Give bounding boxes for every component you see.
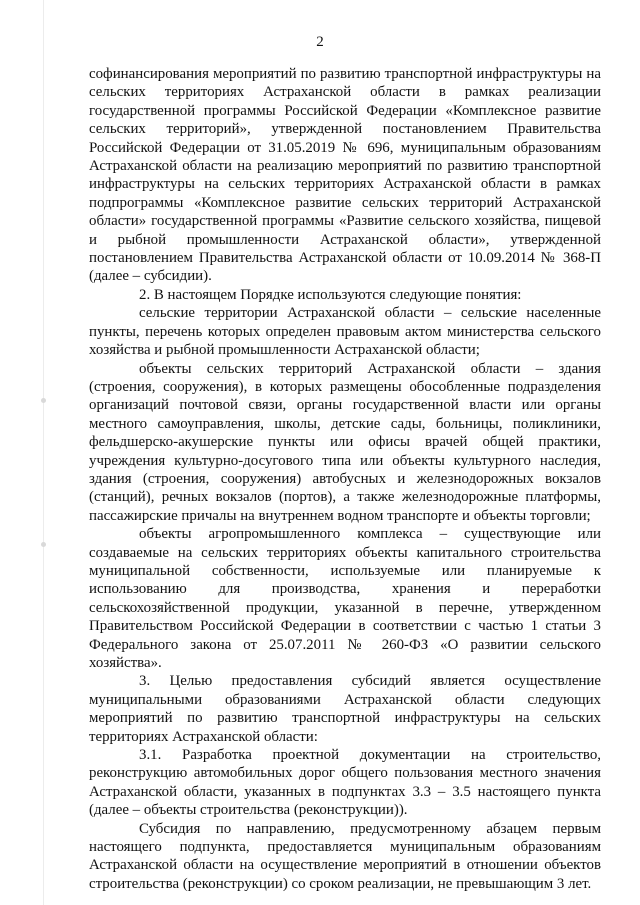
paragraph: софинансирования мероприятий по развитию транспортной инфраструктуры на сельских территориях Астраханской области в рамках реализации государственной программы Российской Федерации «Комплексное развитие сельских территорий», утвержденной постановлением Правительства Российской Федерации от 31.05.2019 № 696, муниципальным образованиям Астраханской области на реализацию мероприятий по развитию транспортной инфраструктуры на сельских территориях Астраханской области в рамках подпрограммы «Комплексное развитие сельских территорий Астраханской области» государственной программы «Развитие сельского хозяйства, пищевой и рыбной промышленности Астраханской области», утвержденной постановлением Правительства Астраханской области от 10.09.2014 № 368-П (далее – субсидии). — [89, 66, 601, 285]
scan-hole-mark — [41, 542, 46, 547]
scan-hole-mark — [41, 398, 46, 403]
paragraph: 2. В настоящем Порядке используются следующие понятия: — [139, 286, 522, 303]
paragraph: 3.1. Разработка проектной документации на строительство, реконструкцию автомобильных дорог общего пользования местного значения Астраханской области, указанных в подпунктах 3.3 – 3.5 настоящего пункта (далее – объекты строительства (реконструкции)). — [89, 747, 601, 819]
paragraph: сельские территории Астраханской области – сельские населенные пункты, перечень которых определен правовым актом министерства сельского хозяйства и рыбной промышленности Астраханской области; — [89, 305, 601, 359]
document-body — [89, 65, 601, 893]
scan-edge-line — [43, 0, 44, 905]
paragraph: 3. Целью предоставления субсидий является осуществление муниципальными образованиями Астраханской области следующих мероприятий по развитию транспортной инфраструктуры на сельских территориях Астраханской области: — [89, 673, 601, 745]
paragraph: объекты агропромышленного комплекса – существующие или создаваемые на сельских территориях объекты капитального строительства муниципальной собственности, используемые или планируемые к использованию для производства, хранения и переработки сельскохозяйственной продукции, указанной в перечне, утвержденном Правительством Российской Федерации в соответствии с частью 1 статьи 3 Федерального закона от 25.07.2011 № 260-ФЗ «О развитии сельского хозяйства». — [89, 526, 601, 671]
page-number: 2 — [316, 34, 324, 50]
paragraph: Субсидия по направлению, предусмотренному абзацем первым настоящего подпункта, предоставляется муниципальным образованиям Астраханской области на осуществление мероприятий в отношении объектов строительства (реконструкции) со сроком реализации, не превышающим 3 лет. — [89, 820, 601, 892]
paragraph: объекты сельских территорий Астраханской области – здания (строения, сооружения), в которых размещены обособленные подразделения организаций почтовой связи, органы государственной власти или органы местного самоуправления, школы, детские сады, больницы, поликлиники, фельдшерско-акушерские пункты или офисы врачей общей практики, учреждения культурно-досугового типа или объекты культурного наследия, здания (строения, сооружения) автобусных и железнодорожных вокзалов (станций), речных вокзалов (портов), а также железнодорожные платформы, пассажирские причалы на внутреннем водном транспорте и объекты торговли; — [89, 360, 601, 524]
